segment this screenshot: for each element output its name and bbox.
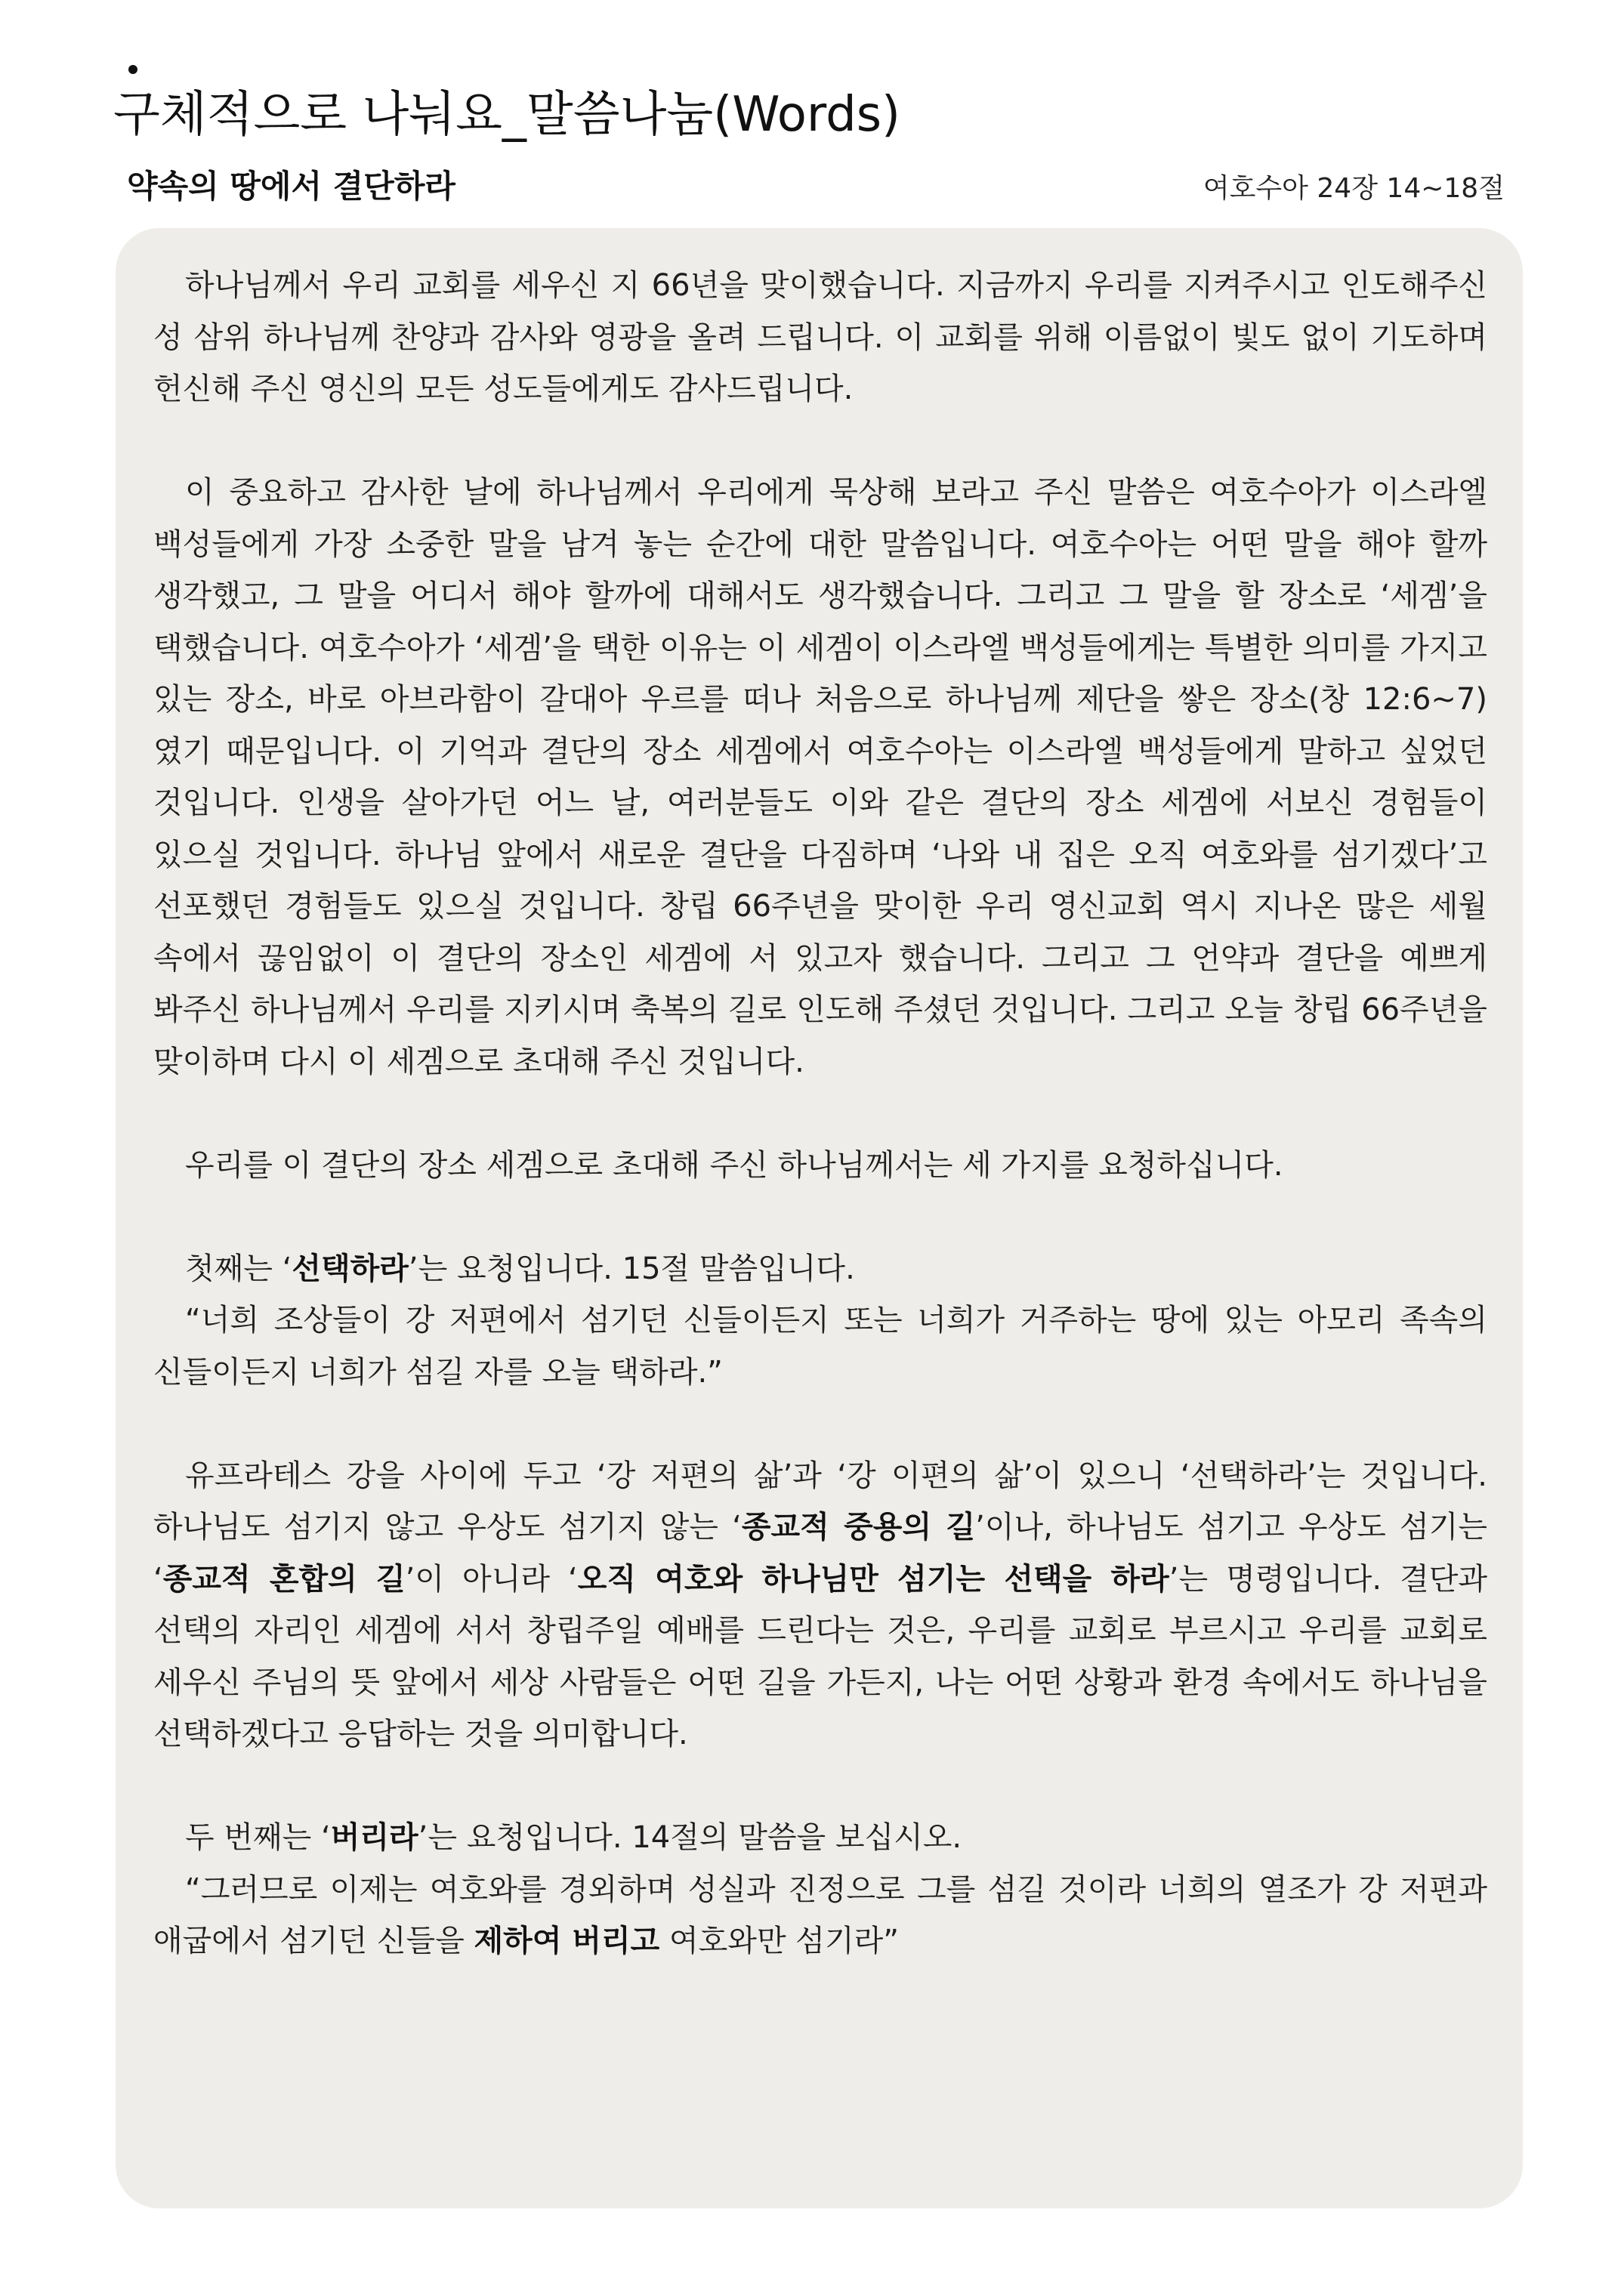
- sermon-content-box: [116, 228, 1523, 2208]
- sermon-title: 약속의 땅에서 결단하라: [127, 168, 455, 205]
- first-request-keyword: 선택하라: [292, 1251, 409, 1286]
- euphrates-text-a: 유프라테스 강을 사이에 두고 ‘강 저편의 삶’과 ‘강 이편의 삶’이 있으니 ‘선택하라’는 것입니다. 하나님도 섬기지 않고 우상도 섬기지 않는 ‘: [153, 1458, 1487, 1545]
- emphasis-put-away: 제하여 버리고: [474, 1924, 660, 1958]
- emphasis-religious-moderation: 종교적 중용의 길: [741, 1510, 976, 1545]
- first-request-prefix: 첫째는 ‘: [185, 1251, 292, 1286]
- paragraph-first-request: [153, 1243, 1487, 1295]
- euphrates-text-d: ’이 아니라 ‘: [405, 1561, 578, 1597]
- paragraph-gap: [153, 1088, 1487, 1140]
- paragraph-gap: [153, 1191, 1487, 1243]
- quote-verse-14: [153, 1864, 1487, 1967]
- title-dot-ornament: [128, 65, 137, 74]
- emphasis-religious-syncretism: 종교적 혼합의 길: [162, 1561, 406, 1597]
- paragraph-gap: [153, 1761, 1487, 1813]
- second-request-suffix: ’는 요청입니다. 14절의 말씀을 보십시오.: [418, 1820, 962, 1855]
- quote-verse-14-suffix: 여호와만 섬기라”: [659, 1924, 899, 1958]
- page-title-text: 구체적으로 나눠요_말씀나눔(Words): [113, 87, 901, 143]
- paragraph-shechem: 이 중요하고 감사한 날에 하나님께서 우리에게 묵상해 보라고 주신 말씀은 여호수아가 이스라엘 백성들에게 가장 소중한 말을 남겨 놓는 순간에 대한 말씀입니다. 여호수아는 어떤 말을 해야 할까 생각했고, 그 말을 어디서 해야 할까에 대해서도 생각했습니다. 그리고 그 말을 할 장소로 ‘세겜’을 택했습니다. 여호수아가 ‘세겜’을 택한 이유는 이 세겜이 이스라엘 백성들에게는 특별한 의미를 가지고 있는 장소, 바로 아브라함이 갈대아 우르를 떠나 처음으로 하나님께 제단을 쌓은 장소(창 12:6~7)였기 때문입니다. 이 기억과 결단의 장소 세겜에서 여호수아는 이스라엘 백성들에게 말하고 싶었던 것입니다. 인생을 살아가던 어느 날, 여러분들도 이와 같은 결단의 장소 세겜에 서보신 경험들이 있으실 것입니다. 하나님 앞에서 새로운 결단을 다짐하며 ‘나와 내 집은 오직 여호와를 섬기겠다’고 선포했던 경험들도 있으실 것입니다. 창립 66주년을 맞이한 우리 영신교회 역시 지나온 많은 세월 속에서 끊임없이 이 결단의 장소인 세겜에 서 있고자 했습니다. 그리고 그 언약과 결단을 예쁘게 봐주신 하나님께서 우리를 지키시며 축복의 길로 인도해 주셨던 것입니다. 그리고 오늘 창립 66주년을 맞이하며 다시 이 세겜으로 초대해 주신 것입니다.: [153, 475, 1487, 1079]
- paragraph-intro: 하나님께서 우리 교회를 세우신 지 66년을 맞이했습니다. 지금까지 우리를 지켜주시고 인도해주신 성 삼위 하나님께 찬양과 감사와 영광을 올려 드립니다. 이 교회를 위해 이름없이 빛도 없이 기도하며 헌신해 주신 영신의 모든 성도들에게도 감사드립니다.: [153, 268, 1487, 406]
- quote-verse-14-prefix: “그러므로 이제는 여호와를 경외하며 성실과 진정으로 그를 섬길 것이라 너희의 열조가 강 저편과 애굽에서 섬기던 신들을: [153, 1872, 1487, 1958]
- euphrates-text-c: ’이나, 하나님도 섬기고 우상도 섬기는 ‘: [153, 1510, 1487, 1597]
- emphasis-choose-god-only: 오직 여호와 하나님만 섬기는 선택을 하라: [577, 1561, 1169, 1597]
- paragraph-second-request: [153, 1812, 1487, 1864]
- euphrates-text-e: ’는 명령입니다. 결단과 선택의 자리인 세겜에 서서 창립주일 예배를 드린다는 것은, 우리를 교회로 부르시고 우리를 교회로 세우신 주님의 뜻 앞에서 세상 사람들은 어떤 길을 가든지, 나는 어떤 상황과 환경 속에서도 하나님을 선택하겠다고 응답하는 것을 의미합니다.: [153, 1561, 1487, 1751]
- paragraph-gap: [153, 415, 1487, 468]
- scripture-reference: 여호수아 24장 14~18절: [1203, 173, 1505, 204]
- paragraph-euphrates: [153, 1450, 1487, 1761]
- second-request-prefix: 두 번째는 ‘: [185, 1820, 331, 1855]
- first-request-suffix: ’는 요청입니다. 15절 말씀입니다.: [408, 1251, 855, 1286]
- quote-verse-15: “너희 조상들이 강 저편에서 섬기던 신들이든지 또는 너희가 거주하는 땅에 있는 아모리 족속의 신들이든지 너희가 섬길 자를 오늘 택하라.”: [153, 1303, 1487, 1390]
- page-title: [113, 87, 901, 143]
- paragraph-three-requests: 우리를 이 결단의 장소 세겜으로 초대해 주신 하나님께서는 세 가지를 요청하십니다.: [185, 1147, 1283, 1183]
- paragraph-gap: [153, 1398, 1487, 1450]
- second-request-keyword: 버리라: [330, 1820, 418, 1855]
